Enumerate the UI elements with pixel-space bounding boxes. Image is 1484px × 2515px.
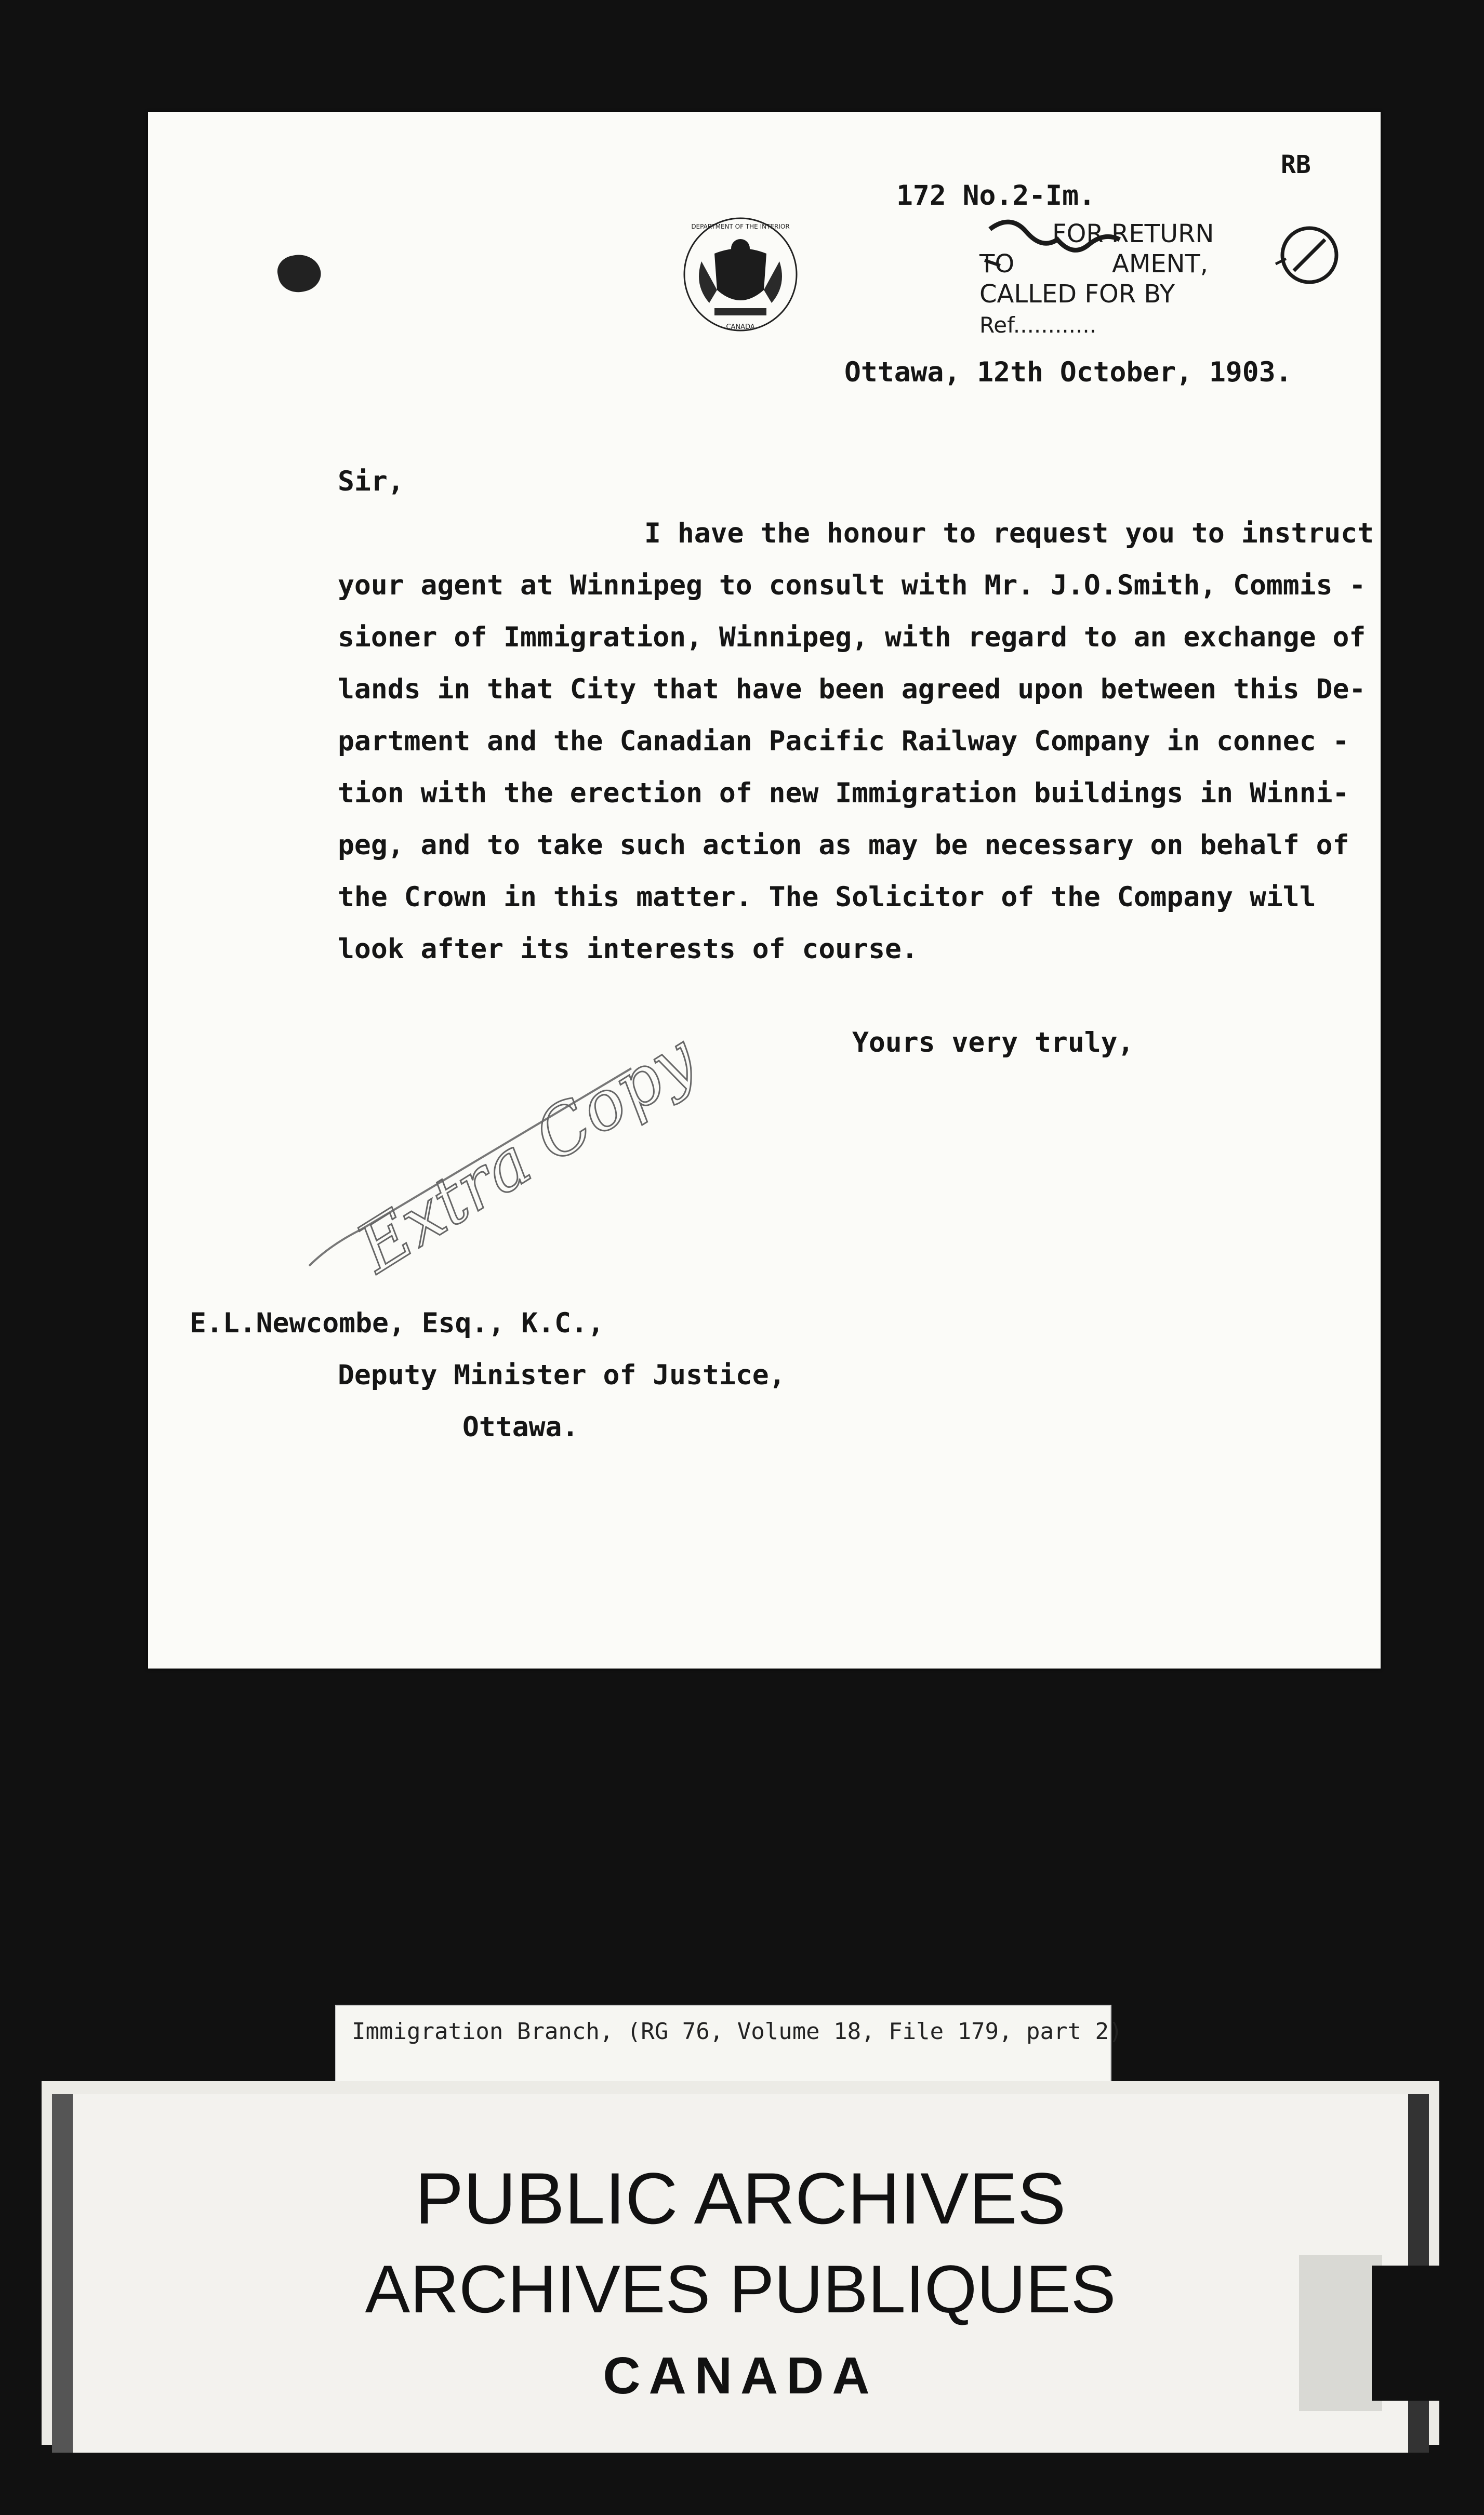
body-line: peg, and to take such action as may be necessary on behalf of <box>338 829 1349 861</box>
body-line: tion with the erection of new Immigration buildings in Winni- <box>338 777 1349 809</box>
corner-mark: RB <box>1281 150 1311 179</box>
banner-title-french: ARCHIVES PUBLIQUES <box>365 2251 1116 2327</box>
banner-panel <box>52 2094 1429 2453</box>
svg-text:Extra Copy: Extra Copy <box>343 1018 710 1288</box>
letter-page <box>148 112 1381 1669</box>
body-line: sioner of Immigration, Winnipeg, with regard to an exchange of <box>338 621 1366 653</box>
salutation: Sir, <box>338 466 404 497</box>
body-line: your agent at Winnipeg to consult with Mr. J.O.Smith, Commis - <box>338 570 1366 601</box>
body-line: lands in that City that have been agreed upon between this De- <box>338 673 1366 705</box>
body-line: look after its interests of course. <box>338 933 918 965</box>
body-line: the Crown in this matter. The Solicitor of the Company will <box>338 881 1316 913</box>
archives-banner <box>42 2081 1439 2445</box>
addressee-line: E.L.Newcombe, Esq., K.C., <box>190 1307 604 1339</box>
circled-cross-icon <box>1270 216 1348 294</box>
file-reference: 172 No.2-Im. <box>896 180 1095 211</box>
closing: Yours very truly, <box>852 1027 1134 1058</box>
ink-blot <box>274 250 324 296</box>
banner-country: CANADA <box>603 2347 878 2405</box>
banner-title-english: PUBLIC ARCHIVES <box>415 2157 1066 2239</box>
stamp-scribble-icon <box>979 208 1250 281</box>
body-line: I have the honour to request you to instruct <box>644 518 1374 549</box>
body-line: partment and the Canadian Pacific Railway Company in connec - <box>338 725 1349 757</box>
return-stamp: FOR RETURN TO AMENT, CALLED FOR BY Ref............ <box>979 219 1250 354</box>
crest-emblem-icon <box>678 212 803 337</box>
dateline: Ottawa, 12th October, 1903. <box>844 356 1292 388</box>
archive-reference-label: Immigration Branch, (RG 76, Volume 18, File 179, part 2) <box>335 2005 1111 2085</box>
handwritten-extra-copy-annotation <box>299 1018 710 1288</box>
svg-text:CANADA: CANADA <box>726 323 755 331</box>
svg-text:DEPARTMENT OF THE INTERIOR: DEPARTMENT OF THE INTERIOR <box>691 223 790 230</box>
addressee-line: Deputy Minister of Justice, <box>338 1359 786 1391</box>
addressee-line: Ottawa. <box>462 1411 579 1443</box>
